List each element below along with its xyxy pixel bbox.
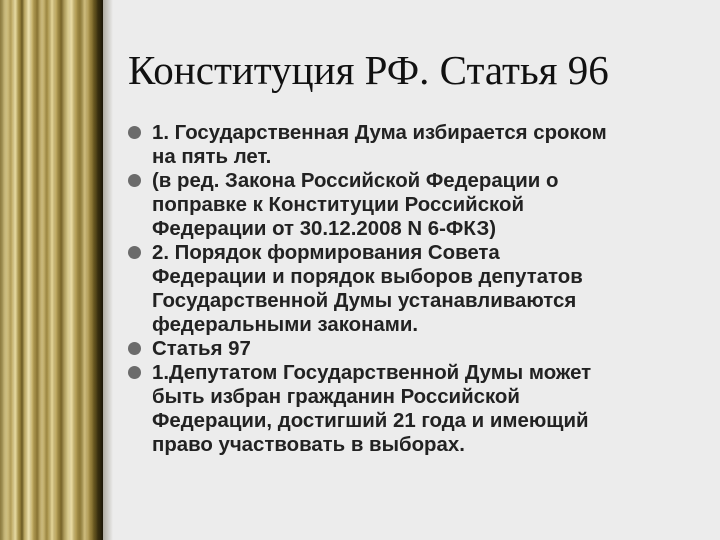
bullet-line: Федерации, достигший 21 года и имеющий bbox=[152, 410, 589, 432]
bullet-dot-icon bbox=[128, 366, 141, 379]
bullet-item bbox=[128, 169, 698, 241]
bullet-dot-icon bbox=[128, 174, 141, 187]
bullet-line: 2. Порядок формирования Совета bbox=[152, 242, 500, 264]
bullet-line: 1.Депутатом Государственной Думы может bbox=[152, 362, 592, 384]
bullet-line: (в ред. Закона Российской Федерации о bbox=[152, 170, 559, 192]
bullet-line: Федерации от 30.12.2008 N 6-ФКЗ) bbox=[152, 218, 497, 240]
bullet-item bbox=[128, 121, 698, 169]
slide-title: Конституция РФ. Статья 96 bbox=[128, 47, 609, 93]
bullet-line: 1. Государственная Дума избирается сроком bbox=[152, 122, 607, 144]
bullet-line: федеральными законами. bbox=[152, 314, 419, 336]
bullet-dot-icon bbox=[128, 246, 141, 259]
bullet-line: быть избран гражданин Российской bbox=[152, 386, 520, 408]
bullet-line: поправке к Конституции Российской bbox=[152, 194, 524, 216]
bullet-list bbox=[128, 121, 698, 457]
bullet-line: Федерации и порядок выборов депутатов bbox=[152, 266, 583, 288]
bullet-item bbox=[128, 337, 698, 361]
bullet-item bbox=[128, 241, 698, 337]
bullet-line: право участвовать в выборах. bbox=[152, 434, 465, 456]
bullet-dot-icon bbox=[128, 342, 141, 355]
bullet-line: на пять лет. bbox=[152, 146, 272, 168]
bullet-line: Статья 97 bbox=[152, 338, 251, 360]
gold-border-decoration bbox=[0, 0, 103, 540]
bullet-item bbox=[128, 361, 698, 457]
bullet-dot-icon bbox=[128, 126, 141, 139]
border-shadow bbox=[103, 0, 113, 540]
bullet-line: Государственной Думы устанавливаются bbox=[152, 290, 577, 312]
